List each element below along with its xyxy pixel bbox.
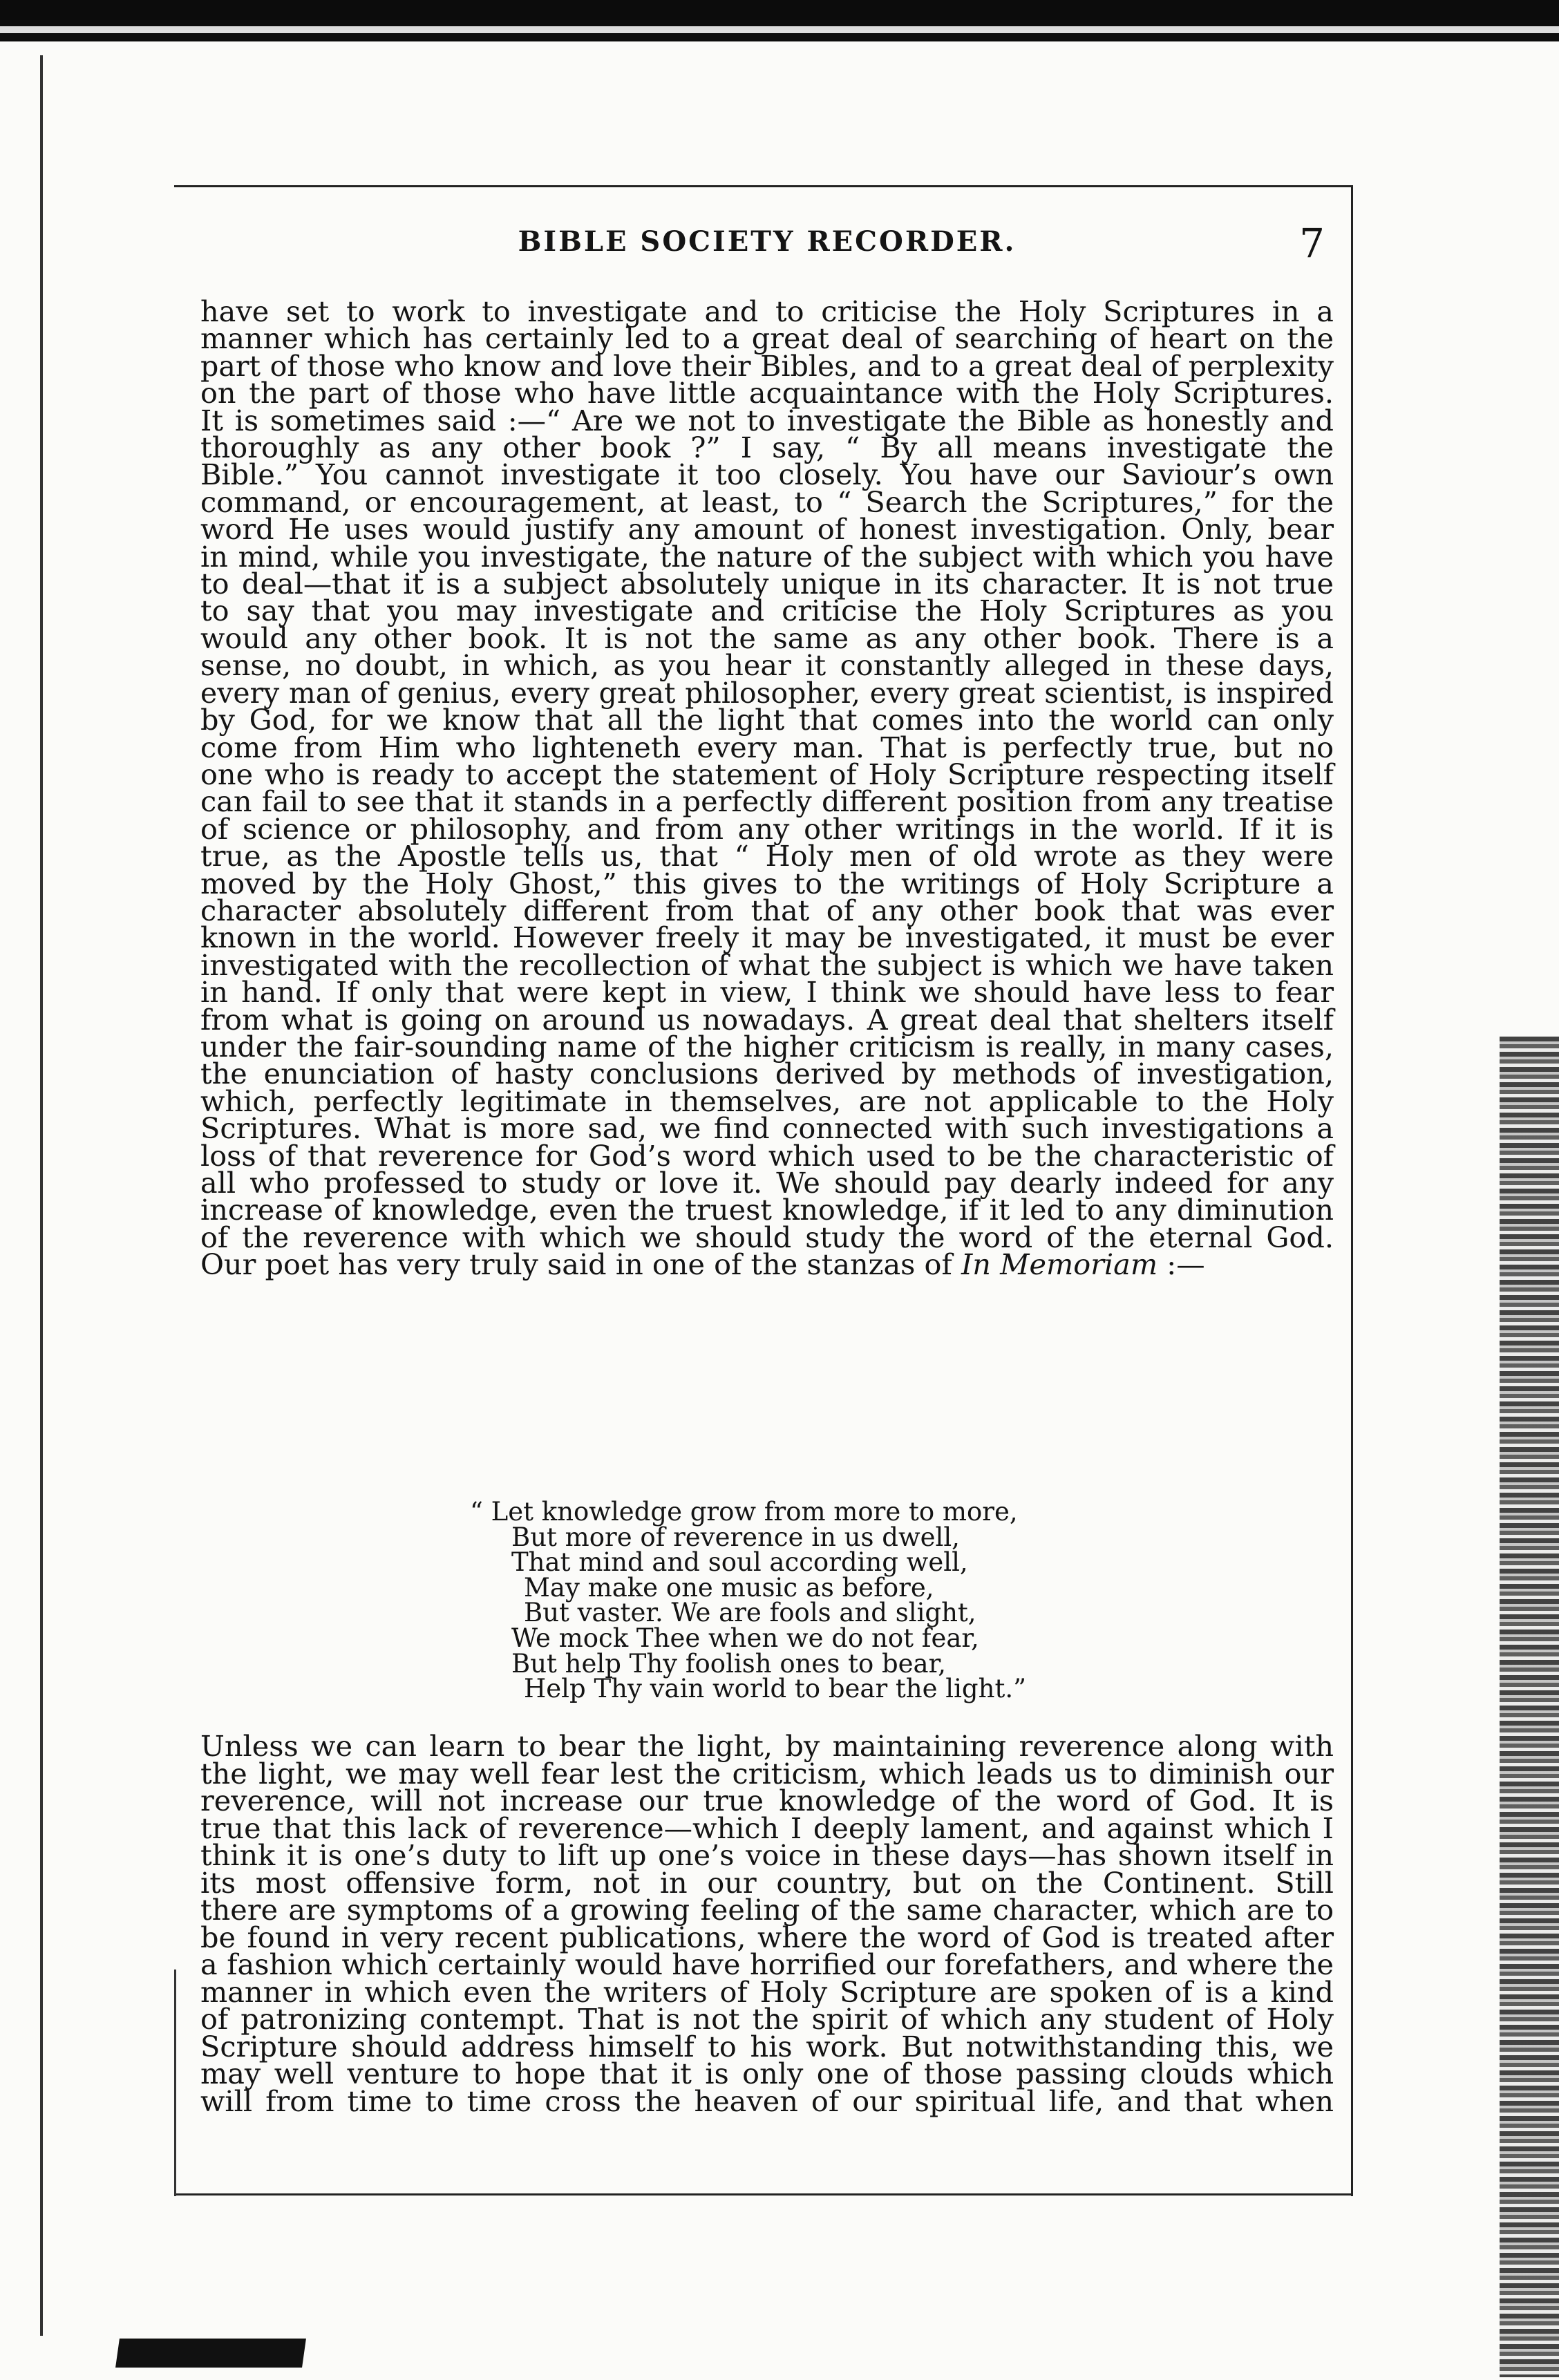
text-line: loss of that reverence for God’s word which used to be the characteristic of [200,1139,1334,1173]
intro-text: Our poet has very truly said in one of the stanzas of [200,1248,961,1282]
text-line: manner which has certainly led to a great deal of searching of heart on the [200,322,1334,356]
text-line: its most offensive form, not in our country, but on the Continent. Still [200,1866,1334,1900]
verse-line: We mock Thee when we do not fear, [511,1623,979,1653]
text-line: to deal—that it is a subject absolutely unique in its character. It is not true [200,567,1334,601]
text-line: in hand. If only that were kept in view, I think we should have less to fear [200,976,1334,1010]
text-line: one who is ready to accept the statement of Holy Scripture respecting itself [200,757,1334,791]
text-line: the light, we may well fear lest the criticism, which leads us to diminish our [200,1757,1334,1791]
text-line: Bible.” You cannot investigate it too closely. You have our Saviour’s own [200,458,1334,492]
verse-line: But vaster. We are fools and slight, [524,1598,976,1628]
text-line: true that this lack of reverence—which I deeply lament, and against which I [200,1811,1334,1845]
verse-line: May make one music as before, [524,1572,934,1603]
text-line: to say that you may investigate and criticise the Holy Scriptures as you [200,594,1334,628]
running-head [204,220,1330,282]
text-line: which, perfectly legitimate in themselves, are not applicable to the Holy [200,1084,1334,1118]
text-line: may well venture to hope that it is only one of those passing clouds which [200,2057,1334,2090]
text-line: Unless we can learn to bear the light, by maintaining reverence along with [200,1730,1334,1763]
page-frame-left [174,1970,176,2196]
scan-left-rule [40,55,43,2336]
text-line: a fashion which certainly would have horrified our forefathers, and where the [200,1948,1334,1981]
text-line: come from Him who lighteneth every man. That is perfectly true, but no [200,730,1334,764]
page-frame-bottom [174,2193,1353,2195]
text-line: part of those who know and love their Bibles, and to a great deal of perplexity [200,349,1334,383]
scan-top-edge [0,0,1559,41]
text-line: It is sometimes said :—“ Are we not to investigate the Bible as honestly and [200,404,1334,437]
text-line: on the part of those who have little acquaintance with the Holy Scriptures. [200,377,1334,410]
text-line: character absolutely different from that of any other book that was ever [200,894,1334,927]
paragraph-2 [200,1730,1334,2118]
text-line: word He uses would justify any amount of honest investigation. Only, bear [200,513,1334,547]
intro-line [200,1248,1334,1282]
text-line: can fail to see that it stands in a perfectly different position from any treatise [200,785,1334,819]
text-line: moved by the Holy Ghost,” this gives to the writings of Holy Scripture a [200,867,1334,900]
text-line: of science or philosophy, and from any other writings in the world. If it is [200,812,1334,846]
text-line: think it is one’s duty to lift up one’s voice in these days—has shown itself in [200,1839,1334,1872]
text-line: Scriptures. What is more sad, we find connected with such investigations a [200,1112,1334,1146]
text-line: all who professed to study or love it. We should pay dearly indeed for any [200,1167,1334,1200]
verse-line: But more of reverence in us dwell, [511,1522,960,1552]
paragraph-1 [200,295,1334,1282]
verse-quotation [470,1497,1092,1704]
text-line: of the reverence with which we should study the word of the eternal God. [200,1220,1334,1254]
scan-right-edge [1500,1037,1559,2377]
text-line: manner in which even the writers of Holy Scripture are spoken of is a kind [200,1975,1334,2009]
text-line: by God, for we know that all the light that comes into the world can only [200,703,1334,737]
text-line: there are symptoms of a growing feeling of the same character, which are to [200,1893,1334,1927]
page-frame-right [1351,185,1353,2196]
text-line: be found in very recent publications, where the word of God is treated after [200,1920,1334,1954]
text-line: will from time to time cross the heaven of our spiritual life, and that when [200,2084,1334,2118]
text-line: under the fair-sounding name of the higher criticism is really, in many cases, [200,1030,1334,1064]
text-line: command, or encouragement, at least, to “ Search the Scriptures,” for the [200,485,1334,519]
verse-line: Help Thy vain world to bear the light.” [524,1674,1026,1704]
text-line: thoroughly as any other book ?” I say, “ By all means investigate the [200,431,1334,465]
intro-dash: :— [1158,1248,1205,1282]
text-line: sense, no doubt, in which, as you hear it constantly alleged in these days, [200,649,1334,683]
text-line: known in the world. However freely it may be investigated, it must be ever [200,921,1334,955]
page-frame-top [174,185,1353,187]
text-line: have set to work to investigate and to criticise the Holy Scriptures in a [200,295,1334,328]
text-line: of patronizing contempt. That is not the spirit of which any student of Holy [200,2003,1334,2036]
text-line: reverence, will not increase our true knowledge of the word of God. It is [200,1784,1334,1817]
poem-title: In Memoriam [961,1248,1158,1282]
text-line: Scripture should address himself to his work. But notwithstanding this, we [200,2030,1334,2063]
text-line: investigated with the recollection of what the subject is which we have taken [200,948,1334,982]
text-line: true, as the Apostle tells us, that “ Holy men of old wrote as they were [200,840,1334,873]
text-line: would any other book. It is not the same as any other book. There is a [200,621,1334,655]
verse-line: “ Let knowledge grow from more to more, [470,1497,1018,1527]
text-line: every man of genius, every great philosopher, every great scientist, is inspired [200,676,1334,710]
text-line: increase of knowledge, even the truest knowledge, if it led to any diminution [200,1193,1334,1227]
page-number: 7 [1299,220,1325,267]
text-line: the enunciation of hasty conclusions derived by methods of investigation, [200,1057,1334,1091]
text-line: from what is going on around us nowadays. A great deal that shelters itself [200,1003,1334,1037]
scan-bottom-edge [115,2339,306,2368]
verse-line: But help Thy foolish ones to bear, [511,1648,946,1679]
verse-line: That mind and soul according well, [511,1547,968,1578]
text-line: in mind, while you investigate, the nature of the subject with which you have [200,540,1334,574]
running-title: BIBLE SOCIETY RECORDER. [518,225,1017,258]
